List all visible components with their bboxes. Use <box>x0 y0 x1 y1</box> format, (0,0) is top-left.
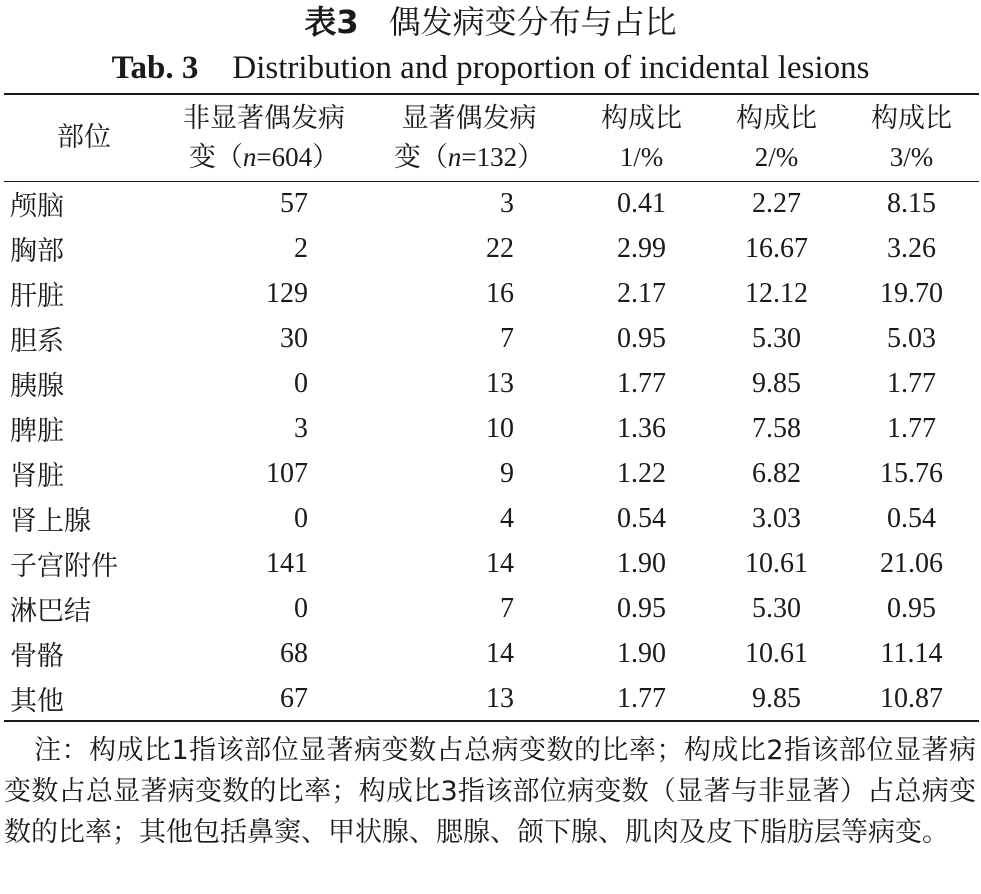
cell-site: 子宫附件 <box>10 551 118 582</box>
cell-nonsignificant: 2 <box>294 232 308 264</box>
table-title-en-text: Distribution and proportion of incidental lesions <box>232 50 870 86</box>
cell-nonsignificant: 67 <box>280 682 308 714</box>
table-note: 注：构成比1指该部位显著病变数占总病变数的比率；构成比2指该部位显著病变数占总显著病变数的比率；构成比3指该部位病变数（显著与非显著）占总病变数的比率；其他包括鼻窦、甲状腺、腮腺、颌下腺、肌肉及皮下脂肪层等病变。 <box>4 735 976 848</box>
header-ratio-1: 构成比 1/% <box>601 102 682 172</box>
cell-significant: 13 <box>486 367 514 399</box>
header-row <box>4 95 979 181</box>
cell-ratio-3: 3.26 <box>887 232 936 264</box>
cell-ratio-1: 1.90 <box>617 547 666 579</box>
cell-significant: 7 <box>500 322 514 354</box>
table-row <box>4 676 979 721</box>
cell-ratio-3: 0.54 <box>887 502 936 534</box>
cell-ratio-1: 1.77 <box>617 367 666 399</box>
cell-ratio-2: 6.82 <box>752 457 801 489</box>
table-row <box>4 316 979 361</box>
cell-ratio-1: 1.36 <box>617 412 666 444</box>
cell-nonsignificant: 3 <box>294 412 308 444</box>
cell-nonsignificant: 0 <box>294 367 308 399</box>
cell-ratio-2: 10.61 <box>745 547 808 579</box>
cell-ratio-3: 5.03 <box>887 322 936 354</box>
cell-nonsignificant: 30 <box>280 322 308 354</box>
cell-ratio-1: 0.54 <box>617 502 666 534</box>
table-row <box>4 226 979 271</box>
header-ratio-3: 构成比 3/% <box>871 102 952 172</box>
cell-ratio-3: 8.15 <box>887 187 936 219</box>
header-ratio-2: 构成比 2/% <box>736 102 817 172</box>
cell-significant: 10 <box>486 412 514 444</box>
cell-ratio-2: 9.85 <box>752 682 801 714</box>
cell-site: 淋巴结 <box>10 596 91 627</box>
table-row <box>4 451 979 496</box>
cell-ratio-2: 7.58 <box>752 412 801 444</box>
cell-site: 脾脏 <box>10 416 64 447</box>
table-row <box>4 361 979 406</box>
cell-site: 颅脑 <box>10 191 64 222</box>
table-number-cn: 表3 <box>304 3 359 41</box>
cell-ratio-3: 21.06 <box>880 547 943 579</box>
table-title-cn <box>0 2 981 42</box>
cell-significant: 7 <box>500 592 514 624</box>
table-body <box>4 181 979 721</box>
table-title-cn-text: 偶发病变分布与占比 <box>388 3 677 41</box>
cell-significant: 3 <box>500 187 514 219</box>
cell-ratio-3: 0.95 <box>887 592 936 624</box>
cell-ratio-3: 19.70 <box>880 277 943 309</box>
cell-nonsignificant: 141 <box>266 547 308 579</box>
cell-site: 其他 <box>10 686 64 717</box>
cell-significant: 22 <box>486 232 514 264</box>
header-nonsignificant: 非显著偶发病 变（n=604） <box>183 102 345 173</box>
cell-nonsignificant: 57 <box>280 187 308 219</box>
cell-ratio-1: 0.95 <box>617 592 666 624</box>
cell-ratio-3: 11.14 <box>880 637 943 669</box>
cell-ratio-2: 9.85 <box>752 367 801 399</box>
cell-ratio-2: 5.30 <box>752 592 801 624</box>
cell-ratio-1: 1.90 <box>617 637 666 669</box>
lesion-table <box>4 95 979 721</box>
cell-ratio-1: 2.17 <box>617 277 666 309</box>
cell-site: 胆系 <box>10 326 64 357</box>
cell-ratio-2: 2.27 <box>752 187 801 219</box>
table-row <box>4 631 979 676</box>
cell-site: 骨骼 <box>10 641 64 672</box>
cell-ratio-2: 12.12 <box>745 277 808 309</box>
table-row <box>4 541 979 586</box>
cell-significant: 13 <box>486 682 514 714</box>
cell-site: 胰腺 <box>10 371 64 402</box>
cell-significant: 14 <box>486 547 514 579</box>
cell-nonsignificant: 0 <box>294 592 308 624</box>
table-row <box>4 496 979 541</box>
cell-ratio-1: 1.77 <box>617 682 666 714</box>
cell-ratio-3: 10.87 <box>880 682 943 714</box>
cell-nonsignificant: 0 <box>294 502 308 534</box>
table-row <box>4 271 979 316</box>
cell-ratio-3: 1.77 <box>887 412 936 444</box>
cell-ratio-3: 1.77 <box>887 367 936 399</box>
cell-ratio-1: 2.99 <box>617 232 666 264</box>
cell-nonsignificant: 107 <box>266 457 308 489</box>
cell-ratio-2: 5.30 <box>752 322 801 354</box>
table-number-en: Tab. 3 <box>111 50 199 86</box>
table-row <box>4 406 979 451</box>
cell-ratio-1: 0.95 <box>617 322 666 354</box>
cell-ratio-2: 10.61 <box>745 637 808 669</box>
table-row <box>4 586 979 631</box>
cell-nonsignificant: 129 <box>266 277 308 309</box>
cell-ratio-1: 1.22 <box>617 457 666 489</box>
cell-significant: 16 <box>486 277 514 309</box>
cell-ratio-1: 0.41 <box>617 187 666 219</box>
cell-significant: 14 <box>486 637 514 669</box>
header-significant: 显著偶发病 变（n=132） <box>393 102 545 173</box>
table-row <box>4 181 979 226</box>
table-title-en <box>0 48 981 88</box>
cell-ratio-2: 3.03 <box>752 502 801 534</box>
header-site: 部位 <box>57 122 111 153</box>
cell-ratio-3: 15.76 <box>880 457 943 489</box>
cell-ratio-2: 16.67 <box>745 232 808 264</box>
cell-site: 胸部 <box>10 236 64 267</box>
cell-significant: 4 <box>500 502 514 534</box>
cell-site: 肾上腺 <box>10 506 91 537</box>
cell-nonsignificant: 68 <box>280 637 308 669</box>
cell-site: 肝脏 <box>10 281 64 312</box>
cell-site: 肾脏 <box>10 461 64 492</box>
cell-significant: 9 <box>500 457 514 489</box>
